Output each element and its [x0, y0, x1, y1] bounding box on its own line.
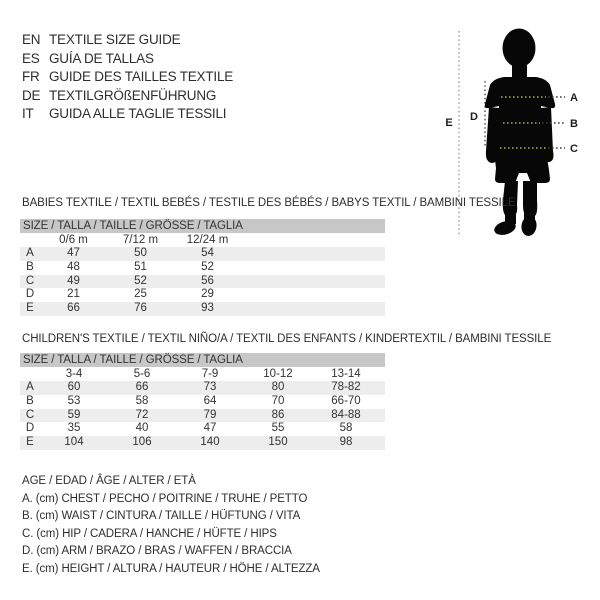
table-row: [20, 261, 385, 275]
cell: 140: [200, 436, 220, 449]
cell: 58: [339, 422, 353, 435]
cell: 78-82: [331, 381, 361, 393]
language-row-de: [22, 87, 233, 106]
column-header: 7-9: [201, 368, 219, 380]
column-header: 13-14: [331, 368, 361, 380]
legend-hip-line: C. (cm) HIP / CADERA / HANCHE / HÜFTE / HIPS: [22, 527, 277, 540]
cell: 106: [132, 436, 152, 449]
table-row: [20, 288, 385, 302]
legend-arm-line: D. (cm) ARM / BRAZO / BRAS / WAFFEN / BRACCIA: [22, 545, 292, 558]
row-label: D: [25, 422, 35, 435]
legend-waist-line: B. (cm) WAIST / CINTURA / TAILLE / HÜFTUNG / VITA: [22, 510, 301, 523]
cell: 47: [67, 247, 80, 259]
cell: 70: [271, 394, 285, 407]
language-title: TEXTILE SIZE GUIDE: [49, 32, 181, 47]
arm-label: D: [470, 111, 478, 123]
cell: 66-70: [331, 394, 361, 407]
cell: 55: [271, 422, 285, 435]
cell: 51: [134, 260, 147, 273]
language-title: GUIDA ALLE TAGLIE TESSILI: [49, 106, 227, 121]
cell: 66: [135, 381, 149, 393]
cell: 48: [67, 260, 80, 273]
column-header: 0/6 m: [59, 234, 88, 246]
row-label: A: [26, 247, 34, 259]
language-row-fr: [22, 68, 233, 87]
cell: 80: [271, 381, 285, 393]
table-row: [20, 302, 385, 316]
waist-label: B: [570, 118, 578, 130]
row-label: E: [26, 302, 34, 315]
cell: 53: [67, 394, 81, 407]
cell: 49: [67, 274, 80, 287]
legend-age-line: AGE / EDAD / ÂGE / ALTER / ETÀ: [22, 475, 196, 487]
cell: 29: [201, 288, 214, 301]
table-row: [20, 409, 385, 423]
language-code: IT: [22, 106, 34, 121]
table-row: [20, 247, 385, 261]
table-row: [20, 422, 385, 436]
language-title: GUÍA DE TALLAS: [49, 50, 154, 66]
row-label: B: [26, 394, 34, 407]
children-size-header-bar: SIZE / TALLA / TAILLE / GRÖSSE / TAGLIA: [20, 353, 385, 367]
hip-label: C: [570, 143, 578, 155]
row-label: D: [25, 288, 35, 301]
row-label: E: [26, 436, 34, 449]
cell: 64: [203, 394, 217, 407]
legend-height-line: E. (cm) HEIGHT / ALTURA / HAUTEUR / HÖHE / ALTEZZA: [22, 562, 320, 575]
cell: 72: [135, 408, 149, 421]
row-label: C: [25, 274, 35, 287]
table-row: [20, 436, 385, 450]
language-title-list: [22, 31, 233, 124]
column-header: 3-4: [65, 368, 83, 380]
cell: 35: [67, 422, 81, 435]
language-row-en: [22, 31, 233, 50]
cell: 93: [201, 302, 214, 315]
cell: 150: [268, 436, 288, 449]
cell: 56: [201, 274, 214, 287]
cell: 21: [67, 288, 80, 301]
column-header: 12/24 m: [186, 234, 229, 246]
cell: 59: [67, 408, 81, 421]
cell: 40: [135, 422, 149, 435]
height-label: E: [445, 117, 453, 129]
cell: 84-88: [331, 408, 361, 421]
cell: 73: [203, 381, 217, 393]
babies-size-table: [20, 219, 385, 316]
cell: 76: [134, 302, 147, 315]
language-title: TEXTILGRÖßENFÜHRUNG: [49, 87, 217, 103]
language-row-es: [22, 50, 233, 69]
column-header: 10-12: [263, 368, 293, 380]
cell: 98: [339, 436, 353, 449]
table-row: [20, 395, 385, 409]
row-label: A: [26, 381, 34, 393]
cell: 86: [271, 408, 285, 421]
row-label: B: [26, 260, 34, 273]
cell: 58: [135, 394, 149, 407]
children-column-header-row: [20, 367, 385, 381]
language-code: EN: [22, 32, 41, 47]
measurement-legend: [22, 473, 320, 579]
cell: 66: [67, 302, 80, 315]
language-title: GUIDE DES TAILLES TEXTILE: [49, 69, 234, 84]
children-size-table: [20, 353, 385, 450]
babies-column-header-row: [20, 233, 385, 247]
language-row-it: [22, 105, 233, 124]
language-code: DE: [22, 87, 41, 103]
child-measurement-figure: [430, 20, 600, 245]
children-section-heading: CHILDREN'S TEXTILE / TEXTIL NIÑO/A / TEXTIL DES ENFANTS / KINDERTEXTIL / BAMBINI TESSILE: [22, 333, 552, 345]
legend-chest-line: A. (cm) CHEST / PECHO / POITRINE / TRUHE / PETTO: [22, 492, 308, 505]
cell: 25: [134, 288, 147, 301]
table-row: [20, 381, 385, 395]
chest-label: A: [570, 92, 578, 104]
column-header: 5-6: [133, 368, 151, 380]
language-code: ES: [22, 50, 40, 66]
cell: 60: [67, 381, 81, 393]
cell: 50: [134, 247, 147, 259]
cell: 104: [64, 436, 84, 449]
table-row: [20, 275, 385, 289]
language-code: FR: [22, 69, 40, 84]
row-label: C: [25, 408, 35, 421]
cell: 52: [134, 274, 147, 287]
cell: 52: [201, 260, 214, 273]
cell: 47: [203, 422, 217, 435]
cell: 79: [203, 408, 217, 421]
babies-size-header-bar: SIZE / TALLA / TAILLE / GRÖSSE / TAGLIA: [20, 219, 385, 233]
column-header: 7/12 m: [122, 234, 159, 246]
cell: 54: [201, 247, 214, 259]
babies-section-heading: BABIES TEXTILE / TEXTIL BEBÉS / TESTILE DES BÉBÉS / BABYS TEXTIL / BAMBINI TESSILE: [22, 197, 516, 209]
